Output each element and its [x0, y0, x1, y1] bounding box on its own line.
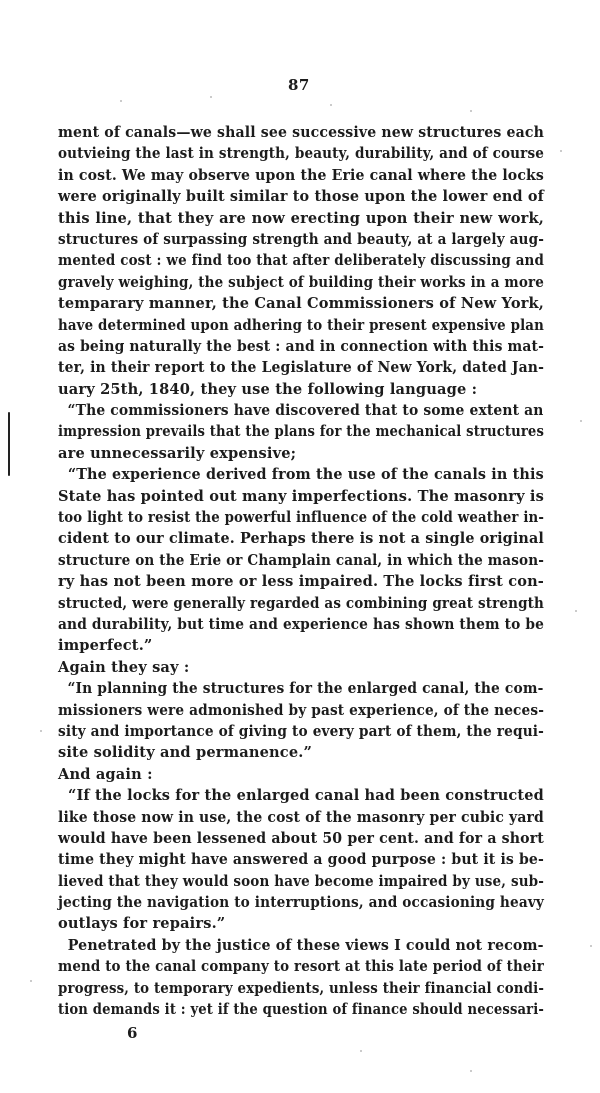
text-line: structure on the Erie or Champlain canal, in which the mason-	[58, 551, 544, 569]
text-line: State has pointed out many imperfections. The masonry is	[58, 487, 544, 505]
paper-speck	[120, 100, 122, 102]
text-line: imperfect.”	[58, 637, 153, 655]
text-line: gravely weighing, the subject of building their works in a more	[58, 273, 544, 291]
text-line: jecting the navigation to interruptions, and occasioning heavy	[58, 894, 544, 912]
paper-speck	[330, 104, 332, 106]
text-line: and durability, but time and experience has shown them to be	[58, 615, 545, 633]
signature-mark: 6	[127, 1024, 138, 1042]
text-line: Again they say :	[58, 658, 190, 676]
paper-speck	[360, 1050, 362, 1052]
paper-speck	[30, 980, 32, 982]
paper-speck	[590, 945, 592, 947]
text-line: ment of canals—we shall see successive new structures each	[58, 124, 545, 141]
text-line: uary 25th, 1840, they use the following language :	[58, 380, 478, 398]
text-line: structed, were generally regarded as combining great strength	[58, 594, 545, 612]
paper-speck	[40, 730, 42, 732]
paper-speck	[470, 110, 472, 112]
paper-speck	[575, 610, 577, 612]
paper-speck	[560, 150, 562, 152]
text-line: were originally built similar to those upon the lower end of	[58, 188, 544, 206]
text-line: mented cost : we find too that after deliberately discussing and	[58, 252, 544, 270]
paper-speck	[580, 420, 582, 422]
text-line: as being naturally the best : and in connection with this mat-	[58, 337, 544, 355]
text-line: missioners were admonished by past experience, of the neces-	[58, 701, 545, 719]
text-line: like those now in use, the cost of the masonry per cubic yard	[58, 808, 544, 826]
text-line: structures of surpassing strength and beauty, at a largely aug-	[58, 230, 545, 248]
text-line: are unnecessarily expensive;	[58, 444, 297, 462]
text-line: “The experience derived from the use of the canals in this	[67, 466, 544, 484]
body-text	[58, 122, 544, 1020]
text-line: too light to resist the powerful influence of the cold weather in-	[58, 509, 545, 527]
paper-speck	[470, 1070, 472, 1072]
text-line: have determined upon adhering to their present expensive plan	[58, 316, 544, 334]
text-line: in cost. We may observe upon the Erie canal where the locks	[58, 166, 545, 184]
page-number: 87	[288, 76, 310, 94]
text-line: tion demands it : yet if the question of finance should necessari-	[58, 1001, 544, 1019]
text-line: “If the locks for the enlarged canal had been constructed	[67, 787, 544, 805]
text-line: And again :	[58, 765, 153, 783]
text-line: cident to our climate. Perhaps there is not a single original	[58, 530, 544, 548]
text-line: Penetrated by the justice of these views I could not recom-	[67, 936, 544, 954]
text-line: outlays for repairs.”	[58, 915, 226, 933]
margin-bracket-mark	[8, 412, 10, 476]
text-line: “In planning the structures for the enlarged canal, the com-	[67, 680, 544, 698]
text-line: progress, to temporary expedients, unless their financial condi-	[58, 979, 545, 997]
text-line: outvieing the last in strength, beauty, durability, and of course	[58, 145, 545, 163]
text-line: sity and importance of giving to every part of them, the requi-	[58, 722, 544, 740]
text-line: this line, that they are now erecting upon their new work,	[58, 209, 544, 227]
paper-speck	[210, 96, 212, 98]
text-line: ter, in their report to the Legislature of New York, dated Jan-	[58, 359, 545, 377]
text-line: site solidity and permanence.”	[58, 744, 313, 762]
text-line: temparary manner, the Canal Commissioners of New York,	[58, 295, 545, 313]
text-line: mend to the canal company to resort at this late period of their	[58, 958, 544, 976]
text-line: “The commissioners have discovered that to some extent an	[67, 402, 544, 420]
text-line: ry has not been more or less impaired. The locks first con-	[58, 573, 545, 591]
text-line: impression prevails that the plans for the mechanical structures	[58, 423, 545, 441]
text-line: would have been lessened about 50 per cent. and for a short	[58, 829, 544, 847]
text-line: lieved that they would soon have become impaired by use, sub-	[58, 872, 545, 890]
text-line: time they might have answered a good purpose : but it is be-	[58, 851, 544, 869]
